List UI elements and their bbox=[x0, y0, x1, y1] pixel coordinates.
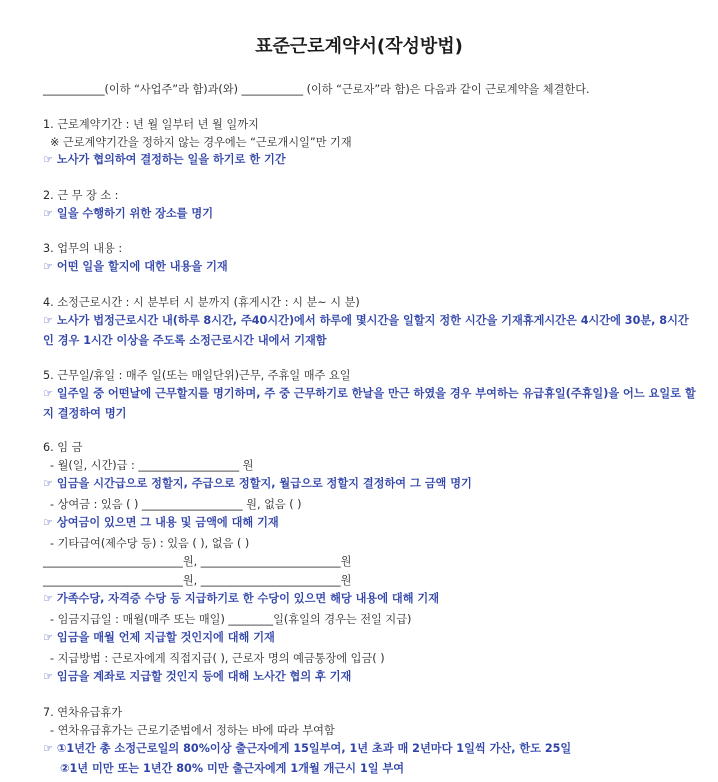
intro-line: ___________(이하 “사업주”라 함)과(와) ___________ (이하 “근로자”라 함)은 다음과 같이 근로계약을 체결한다. bbox=[43, 83, 590, 96]
other-allowance-line: - 기타급여(제수당 등) : 있음 ( ), 없음 ( ) bbox=[50, 537, 250, 550]
guide-note-4: ☞ 노사가 법정근로시간 내(하루 8시간, 주40시간)에서 하루에 몇시간을 일할지 정한 시간을 기재휴게시간은 4시간에 30분, 8시간인 경우 1시간 이상을 주도록 소정근로시간 내에서 기재함 bbox=[43, 314, 689, 347]
section-3-job-description: 3. 업무의 내용 : bbox=[43, 242, 123, 255]
allowance-blank-row-2: _________________________원, _________________________원 bbox=[43, 574, 352, 587]
section-4-working-hours: 4. 소정근로시간 : 시 분부터 시 분까지 (휴게시간 : 시 분~ 시 분) bbox=[43, 296, 360, 309]
section-1-note: ※ 근로계약기간을 정하지 않는 경우에는 “근로개시일”만 기재 bbox=[50, 136, 352, 149]
section-6-wage: 6. 임 금 bbox=[43, 441, 83, 454]
section-2-workplace: 2. 근 무 장 소 : bbox=[43, 189, 119, 202]
guide-note-5: ☞ 일주일 중 어떤날에 근무할지를 명기하며, 주 중 근무하기로 한날을 만근 하였을 경우 부여하는 유급휴일(주휴일)을 어느 요일로 할지 결정하여 명기 bbox=[43, 387, 696, 420]
guide-note-7a: ☞ ①1년간 총 소정근로일의 80%이상 출근자에게 15일부여, 1년 초과 매 2년마다 1일씩 가산, 한도 25일 bbox=[43, 742, 572, 755]
guide-note-2: ☞ 일을 수행하기 위한 장소를 명기 bbox=[43, 207, 213, 220]
bonus-line: - 상여금 : 있음 ( ) __________________ 원, 없음 ( ) bbox=[50, 498, 302, 511]
wage-amount-line: - 월(일, 시간)급 : __________________ 원 bbox=[50, 459, 254, 472]
guide-note-1: ☞ 노사가 협의하여 결정하는 일을 하기로 한 기간 bbox=[43, 153, 286, 166]
allowance-blank-row-1: _________________________원, _________________________원 bbox=[43, 555, 352, 568]
guide-note-6c: ☞ 가족수당, 자격증 수당 등 지급하기로 한 수당이 있으면 해당 내용에 대해 기재 bbox=[43, 592, 440, 605]
guide-note-7b: ②1년 미만 또는 1년간 80% 미만 출근자에게 1개월 개근시 1일 부여 bbox=[60, 762, 405, 775]
section-1-contract-period: 1. 근로계약기간 : 년 월 일부터 년 월 일까지 bbox=[43, 118, 259, 131]
guide-note-6b: ☞ 상여금이 있으면 그 내용 및 금액에 대해 기재 bbox=[43, 516, 279, 529]
guide-note-6e: ☞ 임금을 계좌로 지급할 것인지 등에 대해 노사간 협의 후 기재 bbox=[43, 670, 352, 683]
guide-note-6a: ☞ 임금을 시간급으로 정할지, 주급으로 정할지, 월급으로 정할지 결정하여 그 금액 명기 bbox=[43, 477, 472, 490]
guide-note-6d: ☞ 임금을 매월 언제 지급할 것인지에 대해 기재 bbox=[43, 631, 275, 644]
section-5-workdays: 5. 근무일/휴일 : 매주 일(또는 매일단위)근무, 주휴일 매주 요일 bbox=[43, 369, 351, 382]
section-7-annual-leave: 7. 연차유급휴가 bbox=[43, 706, 123, 719]
payment-method-line: - 지급방법 : 근로자에게 직접지급( ), 근로자 명의 예금통장에 입금( ) bbox=[50, 652, 385, 665]
guide-note-3: ☞ 어떤 일을 할지에 대한 내용을 기재 bbox=[43, 260, 228, 273]
payday-line: - 임금지급일 : 매월(매주 또는 매일) ________일(휴일의 경우는 전일 지급) bbox=[50, 613, 412, 626]
document-title: 표준근로계약서(작성방법) bbox=[255, 36, 463, 57]
annual-leave-rule: - 연차유급휴가는 근로기준법에서 정하는 바에 따라 부여함 bbox=[50, 724, 335, 737]
